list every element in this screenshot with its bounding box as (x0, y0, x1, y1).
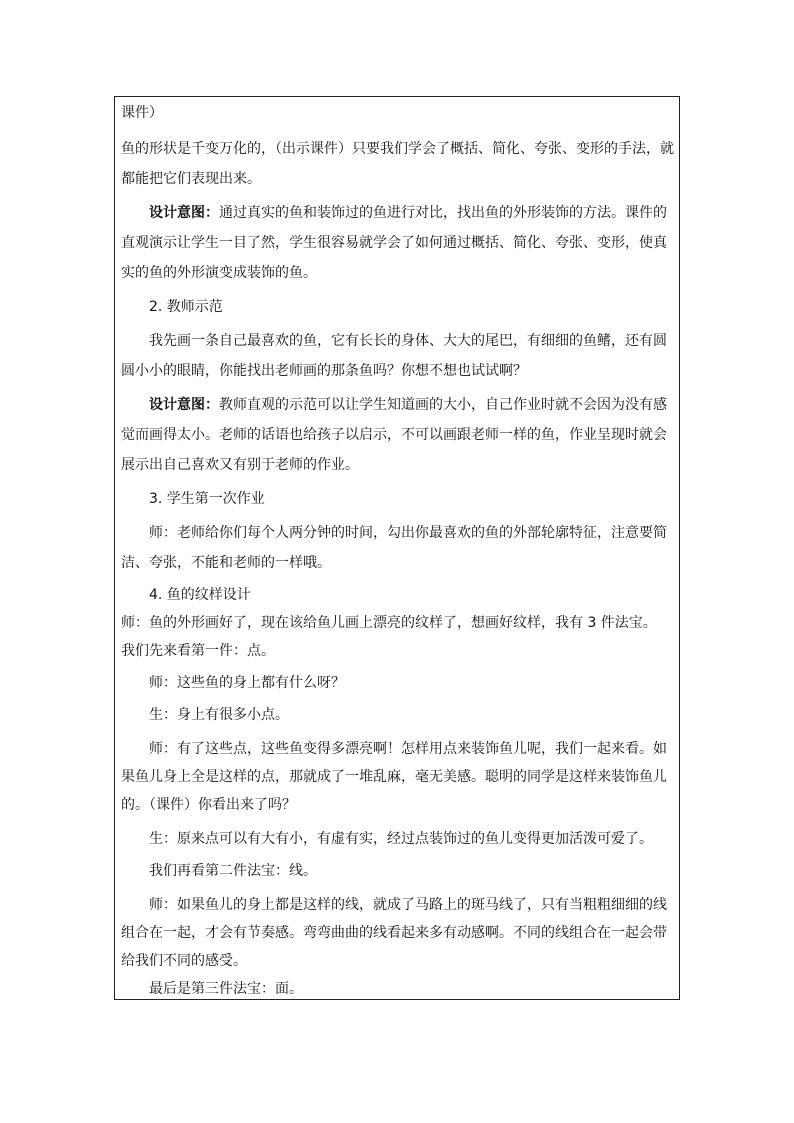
text-line: 我们再看第二件法宝：线。 (149, 863, 317, 879)
text-line: 师：老师给你们每个人两分钟的时间，勾出你最喜欢的鱼的外部轮廓特征，注意要简 (149, 525, 667, 541)
text-line: 鱼的形状是千变万化的，（出示课件）只要我们学会了概括、简化、夸张、变形的手法，就 (121, 141, 674, 157)
text-line: 觉而画得太小。老师的话语也给孩子以启示，不可以画跟老师一样的鱼，作业呈现时就会 (121, 427, 667, 443)
text-line: 都能把它们表现出来。 (121, 171, 261, 187)
text-line: 师：如果鱼儿的身上都是这样的线，就成了马路上的斑马线了，只有当粗粗细细的线 (149, 897, 667, 913)
section-heading: 3. 学生第一次作业 (149, 491, 265, 507)
text-line: 果鱼儿身上全是这样的点，那就成了一堆乱麻，毫无美感。聪明的同学是这样来装饰鱼儿 (121, 769, 667, 785)
text-line: 洁、夸张，不能和老师的一样哦。 (121, 555, 331, 571)
text-line: 给我们不同的感受。 (121, 953, 247, 969)
design-intent-paragraph (149, 205, 677, 221)
design-intent-label: 设计意图： (149, 397, 219, 413)
text-run: 教师直观的示范可以让学生知道画的大小，自己作业时就不会因为没有感 (219, 397, 667, 413)
text-line: 课件） (121, 105, 163, 121)
design-intent-label: 设计意图： (149, 205, 219, 221)
text-line: 我们先来看第一件：点。 (121, 643, 275, 659)
text-line: 实的鱼的外形演变成装饰的鱼。 (121, 265, 317, 281)
text-line: 师：有了这些点，这些鱼变得多漂亮啊！怎样用点来装饰鱼儿呢，我们一起来看。如 (149, 741, 667, 757)
section-heading: 2. 教师示范 (149, 299, 223, 315)
text-line: 的。（课件）你看出来了吗？ (121, 797, 296, 813)
text-line: 生：身上有很多小点。 (149, 707, 289, 723)
section-heading: 4. 鱼的纹样设计 (149, 587, 251, 603)
text-line: 师：鱼的外形画好了，现在该给鱼儿画上漂亮的纹样了，想画好纹样，我有 3 件法宝。 (121, 615, 657, 631)
text-line: 生：原来点可以有大有小，有虚有实，经过点装饰过的鱼儿变得更加活泼可爱了。 (149, 831, 653, 847)
text-line: 圆小小的眼睛，你能找出老师画的那条鱼吗？你想不想也试试啊？ (121, 363, 527, 379)
text-line: 展示出自己喜欢又有别于老师的作业。 (121, 457, 359, 473)
text-line: 我先画一条自己最喜欢的鱼，它有长长的身体、大大的尾巴，有细细的鱼鳍，还有圆 (149, 333, 667, 349)
document-table-cell (114, 96, 680, 1000)
text-line: 组合在一起，才会有节奏感。弯弯曲曲的线看起来多有动感啊。不同的线组合在一起会带 (121, 925, 667, 941)
design-intent-paragraph (149, 397, 677, 413)
text-line: 最后是第三件法宝：面。 (149, 981, 303, 997)
text-line: 直观演示让学生一目了然，学生很容易就学会了如何通过概括、简化、夸张、变形，使真 (121, 235, 667, 251)
text-line: 师：这些鱼的身上都有什么呀？ (149, 675, 345, 691)
text-run: 通过真实的鱼和装饰过的鱼进行对比，找出鱼的外形装饰的方法。课件的 (219, 205, 667, 221)
